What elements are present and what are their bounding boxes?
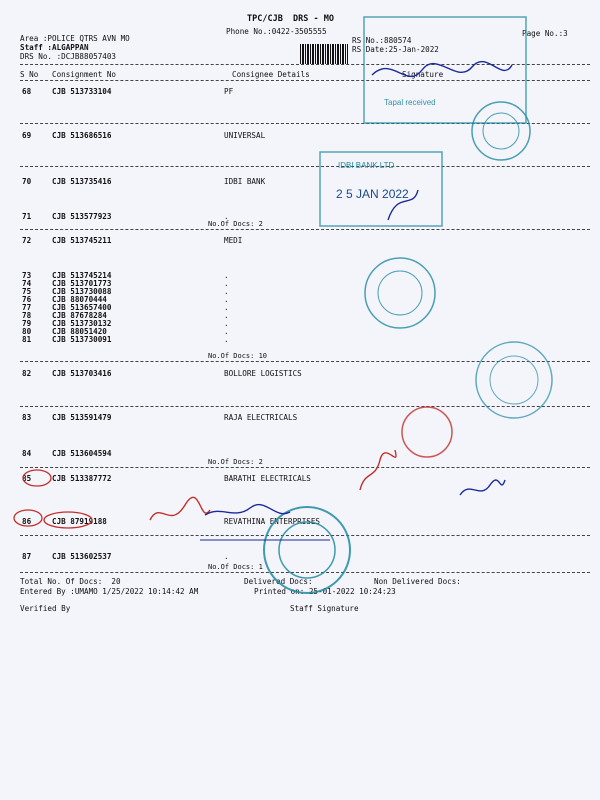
row-consignment: CJB 513701773 — [52, 279, 112, 288]
row-sno: 75 — [22, 287, 32, 296]
page-number: Page No.:3 — [522, 29, 568, 38]
row-consignee: UNIVERSAL — [224, 131, 266, 140]
rs-date: RS Date:25-Jan-2022 — [352, 45, 439, 54]
row-sno: 70 — [22, 177, 32, 186]
col-sno: S No — [20, 70, 39, 79]
col-signature: Signature — [402, 70, 444, 79]
idbi-stamp-bank: IDBI BANK LTD — [338, 161, 395, 170]
row-consignee: BARATHI ELECTRICALS — [224, 474, 311, 483]
row-sno: 81 — [22, 335, 32, 344]
row-consignee: REVATHINA ENTERPRISES — [224, 517, 321, 526]
row-sno: 71 — [22, 212, 32, 221]
row-sno: 73 — [22, 271, 32, 280]
row-sno: 68 — [22, 87, 32, 96]
row-consignee: . — [224, 327, 229, 336]
row-sno: 82 — [22, 369, 32, 378]
row-consignee: . — [224, 335, 229, 344]
row-consignment: CJB 88051420 — [52, 327, 107, 336]
row-consignment: CJB 513730132 — [52, 319, 112, 328]
row-sno: 74 — [22, 279, 32, 288]
row-consignment: CJB 513735416 — [52, 177, 112, 186]
area-label: Area :POLICE QTRS AVN MO — [20, 34, 130, 43]
row-consignment: CJB 513745211 — [52, 236, 112, 245]
row-consignee: . — [224, 552, 229, 561]
row-consignee: . — [224, 271, 229, 280]
entered-by: Entered By :UMAMO 1/25/2022 10:14:42 AM — [20, 587, 199, 596]
staff-signature: Staff Signature — [290, 604, 359, 613]
row-consignment: CJB 513604594 — [52, 449, 112, 458]
col-consignment: Consignment No — [52, 70, 117, 79]
doc-count: No.Of Docs: 2 — [208, 458, 263, 466]
row-sno: 86 — [22, 517, 32, 526]
row-sno: 72 — [22, 236, 32, 245]
row-consignee: MEDI — [224, 236, 243, 245]
delivered-docs: Delivered Docs: — [244, 577, 313, 586]
row-consignment: CJB 87919188 — [52, 517, 107, 526]
printed-on: Printed on: 25-01-2022 10:24:23 — [254, 587, 396, 596]
total-docs: Total No. Of Docs: 20 — [20, 577, 121, 586]
row-sno: 83 — [22, 413, 32, 422]
row-sno: 79 — [22, 319, 32, 328]
row-sno: 76 — [22, 295, 32, 304]
row-consignee: . — [224, 279, 229, 288]
row-consignment: CJB 513730091 — [52, 335, 112, 344]
row-consignment: CJB 513686516 — [52, 131, 112, 140]
row-consignee: IDBI BANK — [224, 177, 266, 186]
row-consignee: . — [224, 311, 229, 320]
non-delivered-docs: Non Delivered Docs: — [374, 577, 461, 586]
row-consignee: . — [224, 303, 229, 312]
row-consignee: BOLLORE LOGISTICS — [224, 369, 302, 378]
row-consignee: RAJA ELECTRICALS — [224, 413, 298, 422]
row-consignee: PF — [224, 87, 234, 96]
row-sno: 78 — [22, 311, 32, 320]
row-consignee: . — [224, 295, 229, 304]
col-consignee: Consignee Details — [232, 70, 310, 79]
document-title: TPC/CJB DRS - MO — [247, 14, 334, 24]
row-consignment: CJB 513745214 — [52, 271, 112, 280]
doc-count: No.Of Docs: 10 — [208, 352, 268, 360]
row-consignment: CJB 513387772 — [52, 474, 112, 483]
row-consignee: . — [224, 212, 229, 221]
row-sno: 80 — [22, 327, 32, 336]
row-consignment: CJB 513703416 — [52, 369, 112, 378]
row-consignee: . — [224, 287, 229, 296]
rs-number: RS No.:880574 — [352, 36, 412, 45]
row-consignment: CJB 513730088 — [52, 287, 112, 296]
row-sno: 84 — [22, 449, 32, 458]
staff-label: Staff :ALGAPPAN — [20, 43, 89, 52]
row-consignment: CJB 87678284 — [52, 311, 107, 320]
idbi-stamp-date: 2 5 JAN 2022 — [336, 187, 409, 201]
phone-number: Phone No.:0422-3505555 — [226, 27, 327, 36]
drs-number: DRS No. :DCJB88057403 — [20, 52, 117, 61]
row-consignment: CJB 513591479 — [52, 413, 112, 422]
row-consignment: CJB 513733104 — [52, 87, 112, 96]
row-sno: 69 — [22, 131, 32, 140]
row-sno: 77 — [22, 303, 32, 312]
row-consignment: CJB 513657400 — [52, 303, 112, 312]
doc-count: No.Of Docs: 1 — [208, 563, 263, 571]
row-consignee: . — [224, 319, 229, 328]
row-consignment: CJB 513602537 — [52, 552, 112, 561]
doc-count: No.Of Docs: 2 — [208, 220, 263, 228]
verified-by: Verified By — [20, 604, 71, 613]
tapal-stamp-text: Tapal received — [384, 98, 436, 107]
row-sno: 85 — [22, 474, 32, 483]
row-consignment: CJB 88070444 — [52, 295, 107, 304]
row-sno: 87 — [22, 552, 32, 561]
row-consignment: CJB 513577923 — [52, 212, 112, 221]
